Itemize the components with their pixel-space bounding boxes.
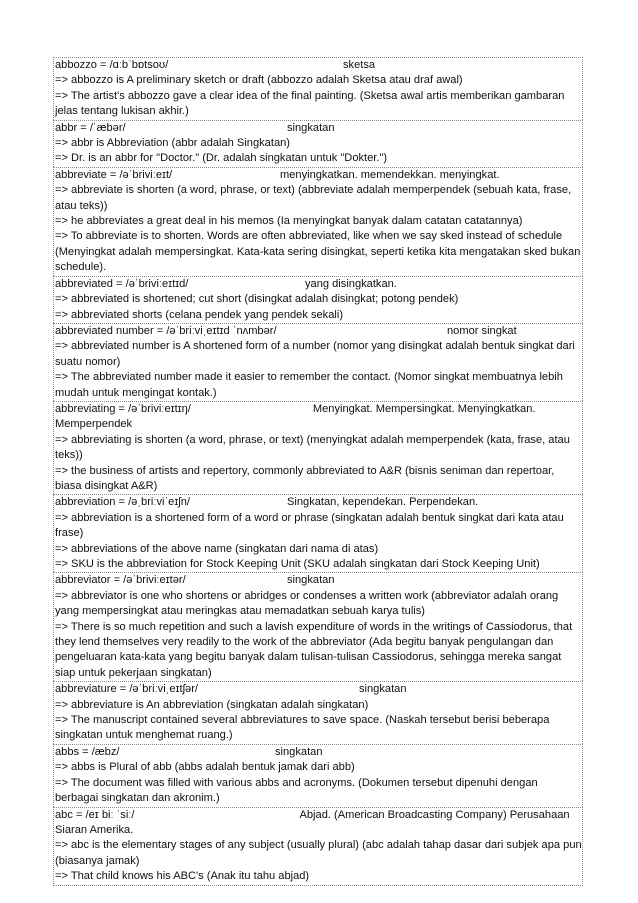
translation: nomor singkat <box>447 324 517 337</box>
entry-header <box>55 324 582 339</box>
example-line: => The document was filled with various abbs and acronyms. (Dokumen tersebut dipenuhi dengan berbagai singkatan dan akronim.) <box>55 776 538 805</box>
headword: abbs = /æbz/ <box>55 745 120 758</box>
dictionary-page <box>53 57 583 886</box>
example-line: => abbreviations of the above name (singkatan dari nama di atas) <box>55 542 379 555</box>
dictionary-entry <box>53 120 583 167</box>
headword: abbozzo = /ɑːbˈbɒtsoʊ/ <box>55 59 169 71</box>
example-line: => There is so much repetition and such a lavish expenditure of words in the writings of Cassiodorus, that they lend themselves very readily to the work of the abbreviator (Ada begitu banyak pengulangan dan pengeluaran kata-kata yang begitu banyak dalam tulisan-tulisan Cassiodorus, sehingga mereka sangat siap untuk pekerjaan singkatan) <box>55 620 573 679</box>
example-line: => he abbreviates a great deal in his memos (Ia menyingkat banyak dalam catatan catatannya) <box>55 215 523 228</box>
entry-header <box>55 808 582 839</box>
example-line: => abbreviated shorts (celana pendek yang pendek sekali) <box>55 308 344 321</box>
example-line: => the business of artists and repertory, commonly abbreviated to A&R (bisnis seniman dan repertoar, biasa disingkat A&R) <box>55 464 555 492</box>
example-line: => abbreviated is shortened; cut short (disingkat adalah disingkat; potong pendek) <box>55 293 459 306</box>
dictionary-entry <box>53 572 583 681</box>
dictionary-entry <box>53 401 583 494</box>
translation: Abjad. (American Broadcasting Company) Perusahaan Siaran Amerika. <box>55 808 570 836</box>
headword: abbreviature = /əˈbriːviˌeɪtʃər/ <box>55 683 198 696</box>
entry-header <box>55 573 582 588</box>
example-line: => abbs is Plural of abb (abbs adalah bentuk jamak dari abb) <box>55 761 355 774</box>
dictionary-entry <box>53 276 583 323</box>
dictionary-entry <box>53 57 583 120</box>
headword: abbreviate = /əˈbriviːeɪt/ <box>55 168 173 181</box>
example-line: => The abbreviated number made it easier to remember the contact. (Nomor singkat membuatnya lebih mudah untuk mengingat kontak.) <box>55 371 563 399</box>
example-line: => abbreviated number is A shortened form of a number (nomor yang disingkat adalah bentuk singkat dari suatu nomor) <box>55 340 575 368</box>
entry-header <box>55 277 582 292</box>
example-line: => abc is the elementary stages of any subject (usually plural) (abc adalah tahap dasar dari subjek apa pun (biasanya jamak) <box>55 839 582 867</box>
dictionary-entry <box>53 807 583 886</box>
translation: Menyingkat. Mempersingkat. Menyingkatkan. Memperpendek <box>55 402 536 431</box>
entry-header <box>55 495 582 510</box>
entry-header <box>55 682 582 697</box>
dictionary-entry <box>53 494 583 572</box>
translation: singkatan <box>287 574 335 587</box>
headword: abbreviated = /əˈbriviːeɪtɪd/ <box>55 277 189 290</box>
example-line: => abbreviating is shorten (a word, phrase, or text) (menyingkat adalah memperpendek (kata, frase, atau teks)) <box>55 433 570 462</box>
example-line: => The artist's abbozzo gave a clear idea of the final painting. (Sketsa awal artis memberikan gambaran jelas tentang lukisan akhir.) <box>55 89 565 118</box>
headword: abc = /eɪ biː ˈsiː/ <box>55 808 135 821</box>
entry-header <box>55 168 582 183</box>
example-line: => abbreviature is An abbreviation (singkatan adalah singkatan) <box>55 698 369 711</box>
example-line: => abbr is Abbreviation (abbr adalah Singkatan) <box>55 137 290 150</box>
headword: abbreviation = /əˌbriːviˈeɪʃn/ <box>55 496 190 509</box>
example-line: => abbozzo is A preliminary sketch or draft (abbozzo adalah Sketsa atau draf awal) <box>55 74 463 87</box>
example-line: => abbreviate is shorten (a word, phrase, or text) (abbreviate adalah memperpendek (sebuah kata, frase, atau teks)) <box>55 184 572 212</box>
translation: Singkatan, kependekan. Perpendekan. <box>287 496 479 509</box>
translation: sketsa <box>343 59 376 71</box>
example-line: => Dr. is an abbr for "Doctor." (Dr. adalah singkatan untuk "Dokter.") <box>55 152 388 165</box>
example-line: => SKU is the abbreviation for Stock Keeping Unit (SKU adalah singkatan dari Stock Keeping Unit) <box>55 558 540 570</box>
dictionary-entry <box>53 323 583 401</box>
translation: menyingkatkan. memendekkan. menyingkat. <box>280 168 500 181</box>
example-line: => The manuscript contained several abbreviatures to save space. (Naskah tersebut berisi beberapa singkatan untuk menghemat ruang.) <box>55 714 550 742</box>
example-line: => To abbreviate is to shorten. Words are often abbreviated, like when we say sked instead of schedule (Menyingkat adalah mempersingkat. Kata-kata sering disingkat, seperti ketika kita mengatakan sked bukan schedule). <box>55 230 581 274</box>
example-line: => abbreviation is a shortened form of a word or phrase (singkatan adalah bentuk singkat dari kata atau frase) <box>55 511 564 540</box>
translation: singkatan <box>359 683 407 696</box>
dictionary-entry <box>53 744 583 807</box>
example-line: => That child knows his ABC's (Anak itu tahu abjad) <box>55 870 310 883</box>
headword: abbreviating = /əˈbriviːeɪtɪŋ/ <box>55 402 191 415</box>
headword: abbreviator = /əˈbriviːeɪtər/ <box>55 574 186 587</box>
entry-header <box>55 402 582 433</box>
dictionary-entry <box>53 681 583 744</box>
entry-header <box>55 121 582 136</box>
entry-header <box>55 58 582 73</box>
example-line: => abbreviator is one who shortens or abridges or condenses a written work (abbreviator adalah orang yang mempersingkat atau meringkas atau memadatkan sebuah karya tulis) <box>55 589 559 618</box>
entry-header <box>55 745 582 760</box>
headword: abbr = /ˈæbər/ <box>55 121 126 134</box>
translation: singkatan <box>287 121 335 134</box>
translation: singkatan <box>275 745 323 758</box>
translation: yang disingkatkan. <box>305 277 397 290</box>
dictionary-entry <box>53 167 583 276</box>
headword: abbreviated number = /əˈbriːviˌeɪtɪd ˈnʌmbər/ <box>55 324 277 337</box>
